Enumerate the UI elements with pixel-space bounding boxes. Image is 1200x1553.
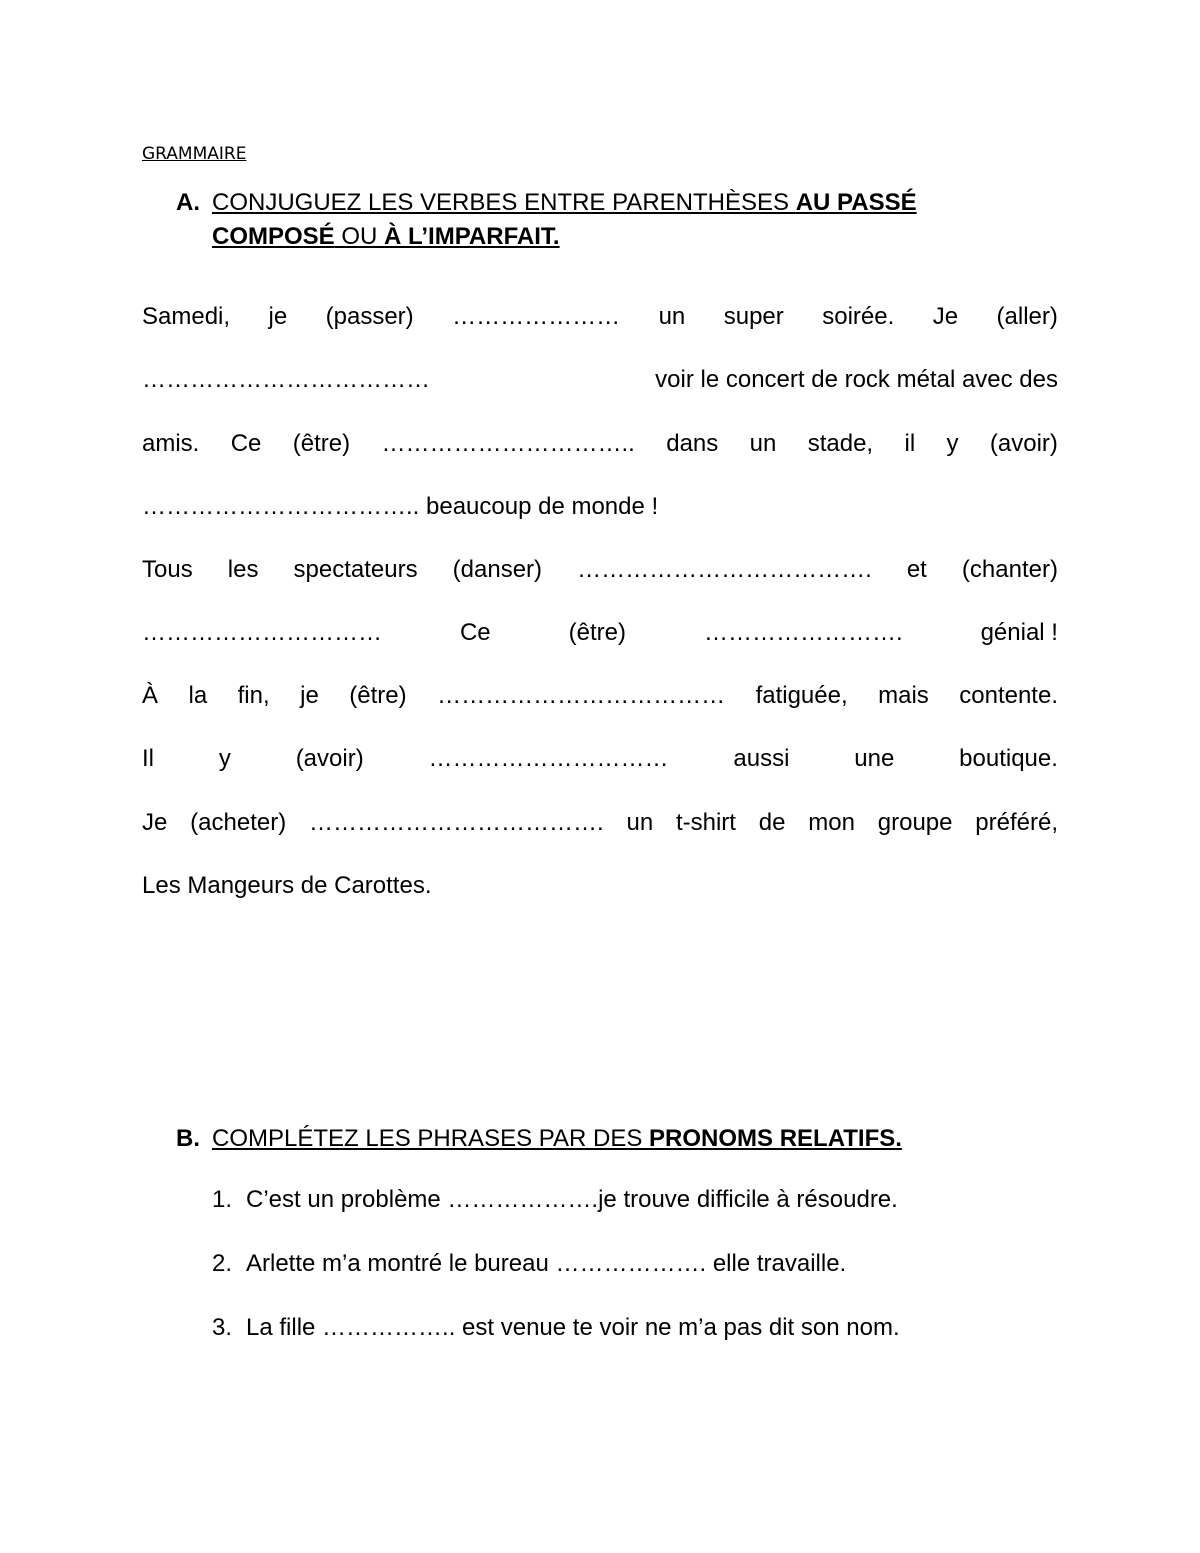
paragraph-word: Ce [459,619,491,646]
section-a-heading-ou: OU [334,223,385,250]
section-a-heading-text: CONJUGUEZ LES VERBES ENTRE PARENTHÈSES [212,189,796,216]
paragraph-line [142,803,1058,843]
paragraph-word: (être) [349,682,407,709]
section-b-heading-text: COMPLÉTEZ LES PHRASES PAR DES [212,1125,650,1152]
paragraph-word: de [758,809,786,836]
section-a-heading-bold-compose: COMPOSÉ [212,223,335,250]
paragraph-word: soirée. [822,303,895,330]
paragraph-word: et [906,556,927,583]
paragraph-word: il [904,430,916,457]
paragraph-word: (avoir) [295,745,364,772]
paragraph-word: Je [142,809,168,836]
paragraph-word: ………………………………. [577,556,872,583]
section-a-heading-line1 [212,186,917,220]
paragraph-word: un [658,303,686,330]
paragraph-word: Il [142,745,154,772]
section-b-heading-line [212,1122,902,1156]
paragraph-word: ………………………….. [381,430,635,457]
paragraph-word: (être) [292,430,351,457]
paragraph-line [142,424,1058,464]
paragraph-word: ……………………………… [142,366,430,393]
list-item-number: 2. [212,1250,233,1277]
list-item-number: 3. [212,1314,233,1341]
paragraph-word: boutique. [959,745,1058,772]
paragraph-line [142,360,1058,400]
paragraph-word: un [626,809,654,836]
page-title: GRAMMAIRE [142,144,247,164]
section-a-heading-bold: AU PASSÉ [795,189,917,216]
paragraph-word: ………………………………. [309,809,604,836]
paragraph-word: Tous [142,556,193,583]
paragraph-word: …………………………….. beaucoup de monde ! [142,493,659,520]
paragraph-word: un [749,430,777,457]
list-item-text: Arlette m’a montré le bureau ………………. elle travaille. [246,1250,847,1277]
paragraph-word: Je [932,303,959,330]
paragraph-word: je [268,303,288,330]
paragraph-word: y [218,745,231,772]
paragraph-word: je [300,682,319,709]
paragraph-word: contente. [959,682,1058,709]
paragraph-word: y [946,430,959,457]
paragraph-word: mais [878,682,929,709]
paragraph-line [142,739,1058,779]
list-item [212,1308,900,1348]
list-item [212,1244,846,1284]
section-a-heading-line2 [212,220,560,254]
paragraph-word: ………………… [452,303,621,330]
paragraph-line [142,866,1058,906]
paragraph-word: ………………………… [428,745,669,772]
paragraph-line [142,550,1058,590]
paragraph-line [142,676,1058,716]
paragraph-word: aussi [733,745,790,772]
section-b-heading-bold: PRONOMS RELATIFS. [649,1125,902,1152]
paragraph-word: dans [666,430,719,457]
paragraph-word: les [227,556,259,583]
list-item-text: La fille …………….. est venue te voir ne m’a pas dit son nom. [246,1314,900,1341]
paragraph-word: ………………………… [142,619,382,646]
paragraph-word: spectateurs [293,556,418,583]
paragraph-word: (chanter) [961,556,1058,583]
paragraph-word: (passer) [325,303,414,330]
paragraph-word: (avoir) [989,430,1058,457]
paragraph-word: fatiguée, [755,682,848,709]
list-item-text: C’est un problème ……………….je trouve difficile à résoudre. [246,1186,898,1213]
paragraph-word: groupe [877,809,953,836]
paragraph-word: voir le concert de rock métal avec des [655,366,1058,393]
paragraph-word: super [723,303,784,330]
paragraph-word: Les Mangeurs de Carottes. [142,872,432,899]
paragraph-word: fin, [237,682,270,709]
paragraph-word: (être) [568,619,626,646]
paragraph-line [142,613,1058,653]
paragraph-word: t-shirt [675,809,736,836]
paragraph-word: ……………………………… [437,682,726,709]
paragraph-word: la [188,682,208,709]
paragraph-word: amis. [142,430,200,457]
paragraph-word: À [142,682,159,709]
paragraph-line [142,487,1058,527]
paragraph-word: préféré, [975,809,1058,836]
paragraph-word: (danser) [452,556,543,583]
list-item-number: 1. [212,1186,233,1213]
paragraph-word: Ce [230,430,262,457]
section-a-letter: A. [176,189,200,216]
paragraph-word: (acheter) [190,809,287,836]
paragraph-word: génial ! [980,619,1058,646]
paragraph-word: mon [808,809,855,836]
paragraph-word: Samedi, [142,303,231,330]
paragraph-word: une [854,745,895,772]
section-a-heading-bold-imparfait: À L’IMPARFAIT. [384,223,560,250]
section-b-letter: B. [176,1125,200,1152]
paragraph-word: ……………………. [703,619,903,646]
list-item [212,1180,898,1220]
paragraph-word: stade, [807,430,874,457]
paragraph-line [142,297,1058,337]
paragraph-word: (aller) [996,303,1058,330]
